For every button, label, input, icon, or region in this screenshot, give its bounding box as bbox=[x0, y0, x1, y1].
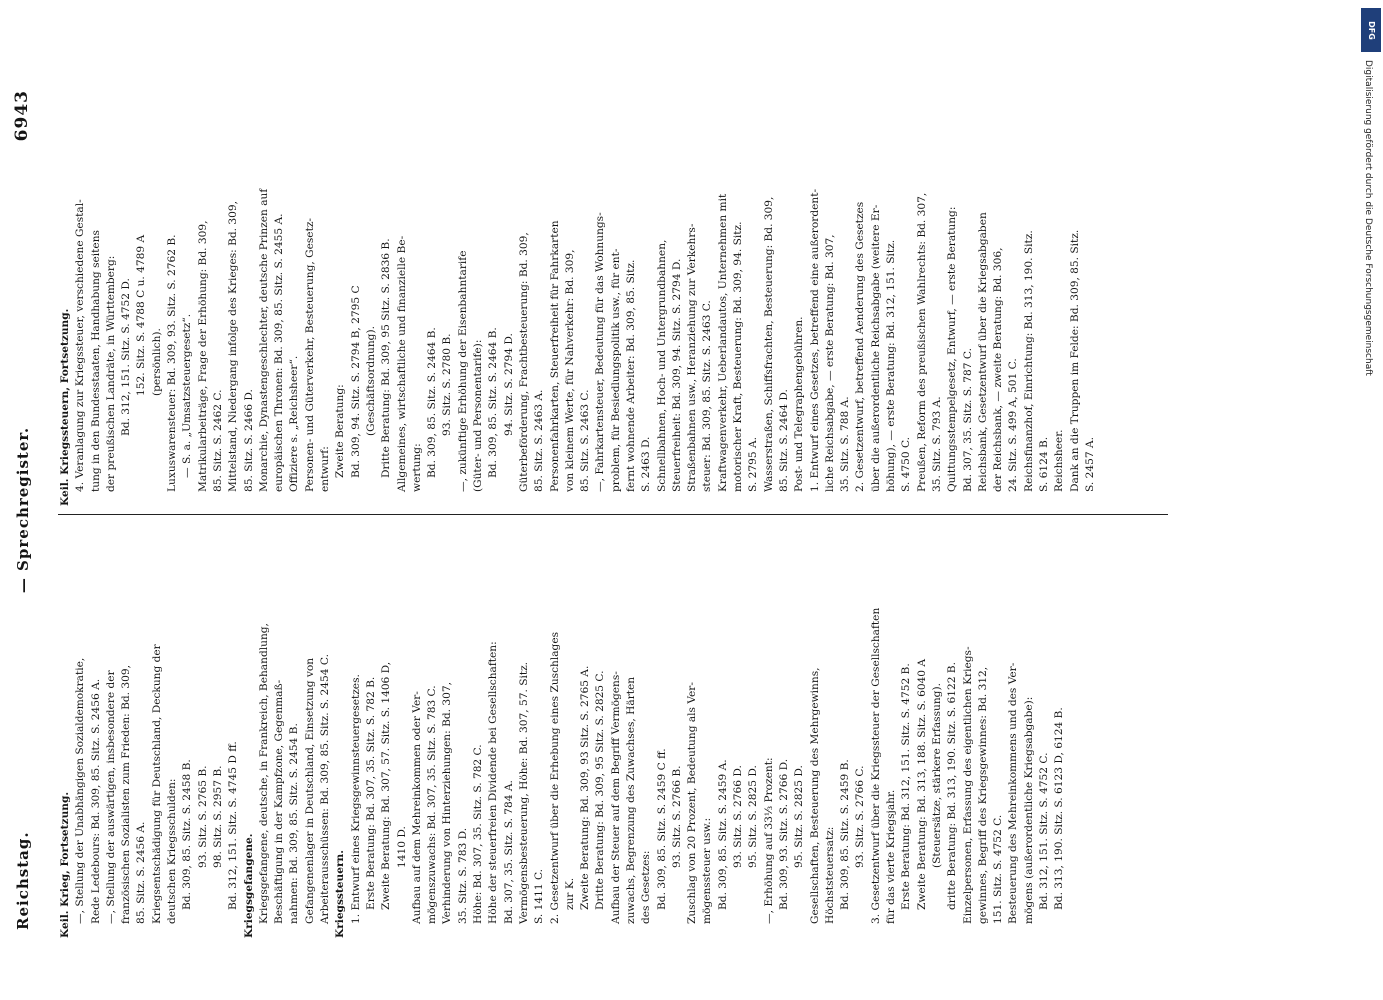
entry-line: Bd. 309, 85. Sitz. S. 2459 C ff. bbox=[655, 748, 668, 910]
entry-line: 93. Sitz. S. 2766 B. bbox=[670, 765, 683, 868]
entry-line: Dank an die Truppen im Felde: Bd. 309, 85. Sitz. bbox=[1068, 229, 1081, 492]
header-middle: — Sprechregister. bbox=[14, 426, 32, 594]
entry-line: Reichsheer. bbox=[1053, 429, 1066, 492]
entry-line: Reichsfinanzhof, Einrichtung: Bd. 313, 190. Sitz. bbox=[1022, 230, 1035, 492]
entry-line: (Geschäftsordnung). bbox=[364, 326, 377, 436]
entry-line: — S. a. „Umsatzsteuergesetz“. bbox=[181, 313, 194, 478]
entry-line: Luxuswarensteuer: Bd. 309, 93. Sitz. S. 2762 B. bbox=[166, 234, 179, 492]
entry-line: entwurf: bbox=[319, 446, 332, 492]
entry-line: mögenszuwachs: Bd. 307, 35. Sitz. S. 783 C. bbox=[426, 685, 439, 924]
entry-line: (Steuersätze, stärkere Erfassung). bbox=[930, 683, 943, 868]
entry-line: —, zukünftige Erhöhung der Eisenbahntarife bbox=[456, 250, 469, 492]
entry-line: 85. Sitz. S. 2456 A. bbox=[135, 821, 148, 924]
entry-line: Bd. 309, 85. Sitz. S. 2458 B. bbox=[181, 759, 194, 910]
entry-line: Bd. 307, 35. Sitz. S. 787 C. bbox=[961, 348, 974, 492]
entry-line: Zweite Beratung: Bd. 307, 57. Sitz. S. 1406 D, bbox=[380, 661, 393, 910]
entry-line: Arbeiterausschüssen: Bd. 309, 85. Sitz. S. 2454 C. bbox=[319, 654, 332, 924]
entry-line: Bd. 309, 93. Sitz. S. 2766 D. bbox=[777, 758, 790, 910]
entry-line: Keil. Krieg, Fortsetzung. bbox=[59, 791, 71, 938]
entry-line: Besteuerung des Mehreinkommens und des Ver- bbox=[1007, 662, 1020, 924]
entry-line: Personen- und Güterverkehr, Besteuerung, Gesetz- bbox=[303, 218, 316, 492]
entry-line: über die außerordentliche Reichsabgabe (weitere Er- bbox=[869, 204, 882, 492]
entry-line: 151. Sitz. S. 4752 C. bbox=[992, 814, 1005, 924]
entry-line: fernt wohnende Arbeiter: Bd. 309, 85. Sitz. bbox=[624, 259, 637, 492]
entry-line: 35. Sitz. S. 793 A. bbox=[930, 396, 943, 492]
entry-line: Zweite Beratung: Bd. 309, 93 Sitz. S. 2765 A. bbox=[579, 665, 592, 910]
entry-line: S. 2463 D. bbox=[640, 436, 653, 492]
entry-line: Kriegsgefangene. bbox=[242, 833, 255, 938]
entry-line: S. 4750 C. bbox=[900, 436, 913, 492]
entry-line: 4. Veranlagung zur Kriegssteuer, verschiedene Gestal- bbox=[74, 199, 87, 492]
entry-line: Preußen, Reform des preußischen Wahlrechts: Bd. 307, bbox=[915, 192, 928, 492]
entry-line: Kriegsgefangene, deutsche, in Frankreich, Behandlung, bbox=[257, 623, 270, 924]
entry-line: Höchststeuersatz: bbox=[823, 826, 836, 924]
entry-line: für das vierte Kriegsjahr. bbox=[885, 789, 898, 924]
entry-line: 85. Sitz. S. 2464 D. bbox=[777, 389, 790, 492]
entry-line: Bd. 312, 151. Sitz. S. 4752 D. bbox=[120, 278, 133, 436]
entry-line: Gesellschaften, Besteuerung des Mehrgewinns, bbox=[808, 667, 821, 924]
entry-line: Verhinderung von Hinterziehungen: Bd. 307, bbox=[441, 682, 454, 924]
entry-line: gewinnes, Begriff des Kriegsgewinnes: Bd. 312, bbox=[976, 666, 989, 924]
entry-line: 94. Sitz. S. 2794 D. bbox=[502, 333, 515, 436]
entry-line: Reichsbank, Gesetzentwurf über die Kriegsabgaben bbox=[976, 212, 989, 492]
entry-line: mögens (außerordentliche Kriegsabgabe): bbox=[1022, 696, 1035, 924]
entry-line: Bd. 313, 190. Sitz. S. 6123 D, 6124 B. bbox=[1053, 707, 1066, 910]
entry-line: 1. Entwurf eines Kriegsgewinnsteuergesetzes. bbox=[349, 674, 362, 924]
entry-line: 2. Gesetzentwurf über die Erhebung eines Zuschlages bbox=[548, 631, 561, 924]
entry-line: Dritte Beratung: Bd. 309, 95 Sitz. S. 2836 B. bbox=[380, 238, 393, 478]
entry-line: Allgemeines, wirtschaftliche und finanzielle Be- bbox=[395, 235, 408, 492]
entry-line: Bd. 309, 85. Sitz. S. 2464 B. bbox=[426, 327, 439, 478]
entry-line: Zuschlag von 20 Prozent, Bedeutung als Ver- bbox=[686, 682, 699, 924]
entry-line: liche Reichsabgabe, — erste Beratung: Bd. 307, bbox=[823, 234, 836, 492]
entry-line: zur K. bbox=[563, 877, 576, 910]
entry-line: 85. Sitz. S. 2463 C. bbox=[579, 389, 592, 492]
header-left: Reichstag. bbox=[14, 831, 32, 930]
entry-line: Rede Ledebours: Bd. 309, 85. Sitz. S. 2456 A. bbox=[89, 678, 102, 924]
entry-line: 85. Sitz. S. 2462 C. bbox=[211, 389, 224, 492]
entry-line: Vermögensbesteuerung, Höhe: Bd. 307, 57. Sitz. bbox=[517, 661, 530, 924]
entry-line: Kraftwagenverkehr, Ueberlandautos, Unternehmen mit bbox=[716, 193, 729, 492]
entry-line: der preußischen Landräte, in Württemberg: bbox=[104, 255, 117, 492]
entry-line: S. 2795 A. bbox=[747, 437, 760, 492]
entry-line: der Reichsbank, — zweite Beratung: Bd. 306, bbox=[992, 247, 1005, 492]
entry-line: Beschäftigung in der Kampfzone, Gegenmaß- bbox=[273, 679, 286, 924]
entry-line: dritte Beratung: Bd. 313, 190. Sitz. S. 6122 B. bbox=[946, 662, 959, 910]
entry-line: Dritte Beratung: Bd. 309, 95 Sitz. S. 2825 C. bbox=[594, 670, 607, 910]
entry-line: S. 6124 B. bbox=[1038, 436, 1050, 492]
entry-line: Güterbeförderung, Frachtbesteuerung: Bd. 309, bbox=[517, 232, 530, 492]
entry-line: Matrikularbeiträge, Frage der Erhöhung: Bd. 309, bbox=[196, 220, 209, 492]
entry-line: 95. Sitz. S. 2825 D. bbox=[793, 765, 806, 868]
entry-line: Bd. 307, 35. Sitz. S. 784 A. bbox=[502, 780, 515, 924]
entry-line: steuer: Bd. 309, 85. Sitz. S. 2463 C. bbox=[701, 300, 714, 492]
entry-line: Bd. 312, 151. Sitz. S. 4745 D ff. bbox=[227, 741, 240, 910]
entry-line: Quittungsstempelgesetz, Entwurf, — erste Beratung: bbox=[946, 206, 959, 492]
dfg-logo: DFG bbox=[1361, 8, 1381, 52]
entry-line: Zweite Beratung: bbox=[334, 384, 347, 478]
entry-line: —, Fahrkartensteuer, Bedeutung für das Wohnungs- bbox=[594, 212, 607, 492]
text-columns bbox=[58, 78, 1168, 938]
entry-line: 152. Sitz. S. 4788 C u. 4789 A bbox=[135, 234, 148, 396]
entry-line: Bd. 309, 85. Sitz. S. 2459 A. bbox=[716, 759, 729, 910]
entry-line: Zweite Beratung: Bd. 313, 188. Sitz. S. 6040 A bbox=[915, 658, 928, 910]
entry-line: S. 2457 A. bbox=[1083, 437, 1096, 492]
entry-line: 3. Gesetzentwurf über die Kriegssteuer der Gesellschaften bbox=[869, 607, 882, 924]
entry-line: motorischer Kraft, Besteuerung: Bd. 309, 94. Sitz. bbox=[732, 221, 745, 492]
page-header bbox=[10, 90, 38, 930]
entry-line: höhung), — erste Beratung: Bd. 312, 151. Sitz. bbox=[885, 239, 898, 492]
entry-line: 98. Sitz. S. 2957 B. bbox=[211, 765, 224, 868]
entry-line: Monarchie, Dynastengeschlechter, deutsche Prinzen auf bbox=[257, 188, 270, 492]
entry-line: (persönlich). bbox=[150, 328, 163, 396]
entry-line: —, Erhöhung auf 33⅓ Prozent: bbox=[762, 757, 775, 924]
entry-line: nahmen: Bd. 309, 85. Sitz. S. 2454 B. bbox=[288, 723, 301, 924]
entry-line: 93. Sitz. S. 2765 B. bbox=[196, 765, 209, 868]
entry-line: Mittelstand, Niedergang infolge des Krieges: Bd. 309, bbox=[227, 201, 240, 492]
entry-line: Bd. 309, 94. Sitz. S. 2794 B, 2795 C bbox=[349, 285, 362, 478]
entry-line: Gefangenenlager in Deutschland, Einsetzung von bbox=[303, 657, 316, 924]
entry-line: 85. Sitz. S. 2463 A. bbox=[533, 389, 546, 492]
entry-line: 95. Sitz. S. 2825 D. bbox=[747, 765, 760, 868]
entry-line: Offiziere s. „Reichsheer“. bbox=[288, 355, 301, 492]
entry-line: Schnellbahnen, Hoch- und Untergrundbahnen, bbox=[655, 239, 668, 492]
entry-line: wertung: bbox=[410, 443, 423, 492]
page-number: 6943 bbox=[12, 90, 32, 142]
entry-line: 35. Sitz. S. 788 A. bbox=[839, 396, 852, 492]
entry-line: tung in den Bundesstaaten, Handhabung seitens bbox=[89, 230, 102, 492]
entry-line: 1. Entwurf eines Gesetzes, betreffend eine außerordent- bbox=[808, 188, 821, 492]
entry-line: mögenssteuer usw.: bbox=[701, 817, 714, 924]
entry-line: 93. Sitz. S. 2766 C. bbox=[854, 765, 867, 868]
entry-line: 1410 D. bbox=[395, 826, 408, 868]
entry-line: von kleinem Werte, für Nahverkehr: Bd. 309, bbox=[563, 249, 576, 492]
entry-line: (Güter- und Personentarife): bbox=[472, 339, 485, 492]
entry-line: Kriegsentschädigung für Deutschland, Deckung der bbox=[150, 644, 163, 924]
entry-line: Keil. Kriegssteuern, Fortsetzung. bbox=[59, 308, 71, 506]
entry-line: Bd. 309, 85. Sitz. S. 2464 B. bbox=[487, 327, 500, 478]
left-column bbox=[58, 528, 1168, 938]
entry-line: Post- und Telegraphengebühren. bbox=[793, 316, 806, 492]
entry-line: des Gesetzes: bbox=[640, 850, 653, 924]
entry-line: 35. Sitz. S. 783 D. bbox=[456, 827, 469, 924]
entry-line: Bd. 309, 85. Sitz. S. 2459 B. bbox=[839, 759, 852, 910]
entry-line: Aufbau der Steuer auf dem Begriff Vermögens- bbox=[609, 671, 622, 924]
entry-line: Erste Beratung: Bd. 307, 35. Sitz. S. 782 B. bbox=[364, 676, 377, 910]
digitization-note: Digitalisierung gefördert durch die Deutsche Forschungsgemeinschaft bbox=[1363, 60, 1373, 376]
entry-line: Einzelpersonen, Erfassung des eigentlichen Kriegs- bbox=[961, 646, 974, 924]
column-divider bbox=[58, 514, 1168, 515]
entry-line: Straßenbahnen usw., Heranziehung zur Verkehrs- bbox=[686, 223, 699, 492]
entry-line: 93. Sitz. S. 2766 D. bbox=[732, 765, 745, 868]
entry-line: französischen Sozialisten zum Frieden: Bd. 309, bbox=[120, 665, 133, 924]
entry-line: Höhe der steuerfreien Dividende bei Gesellschaften: bbox=[487, 641, 500, 924]
entry-line: 2. Gesetzentwurf, betreffend Aenderung des Gesetzes bbox=[854, 201, 867, 492]
entry-line: Aufbau auf dem Mehreinkommen oder Ver- bbox=[410, 691, 423, 924]
entry-line: Steuerfreiheit: Bd. 309, 94. Sitz. S. 2794 D. bbox=[670, 258, 683, 492]
entry-line: S. 1411 C. bbox=[533, 868, 546, 924]
right-column bbox=[58, 96, 1168, 506]
entry-line: Bd. 312, 151. Sitz. S. 4752 C. bbox=[1038, 752, 1050, 910]
entry-line: Wasserstraßen, Schiffsfrachten, Besteuerung: Bd. 309, bbox=[762, 196, 775, 492]
entry-line: —, Stellung der Unabhängigen Sozialdemokratie, bbox=[74, 657, 87, 924]
entry-line: Kriegssteuern. bbox=[334, 850, 347, 938]
entry-line: zuwachs, Begrenzung des Zuwachses, Härten bbox=[624, 676, 637, 924]
entry-line: 85. Sitz. S. 2466 D. bbox=[242, 389, 255, 492]
entry-line: —, Stellung der auswärtigen, insbesondere der bbox=[104, 670, 117, 924]
entry-line: Erste Beratung: Bd. 312, 151. Sitz. S. 4752 B. bbox=[900, 663, 913, 910]
entry-line: Personenfahrkarten, Steuerfreiheit für Fahrkarten bbox=[548, 220, 561, 492]
entry-line: 24. Sitz. S. 499 A, 501 C. bbox=[1007, 358, 1020, 492]
entry-line: Höhe: Bd. 307, 35. Sitz. S. 782 C. bbox=[472, 744, 485, 924]
entry-line: 93. Sitz. S. 2780 B. bbox=[441, 333, 454, 436]
entry-line: problem, für Besiedlungspolitik usw., für ent- bbox=[609, 248, 622, 492]
entry-line: europäischen Thronen: Bd. 309, 85. Sitz. S. 2455 A. bbox=[273, 213, 286, 492]
entry-line: deutschen Kriegsschulden: bbox=[166, 778, 179, 924]
